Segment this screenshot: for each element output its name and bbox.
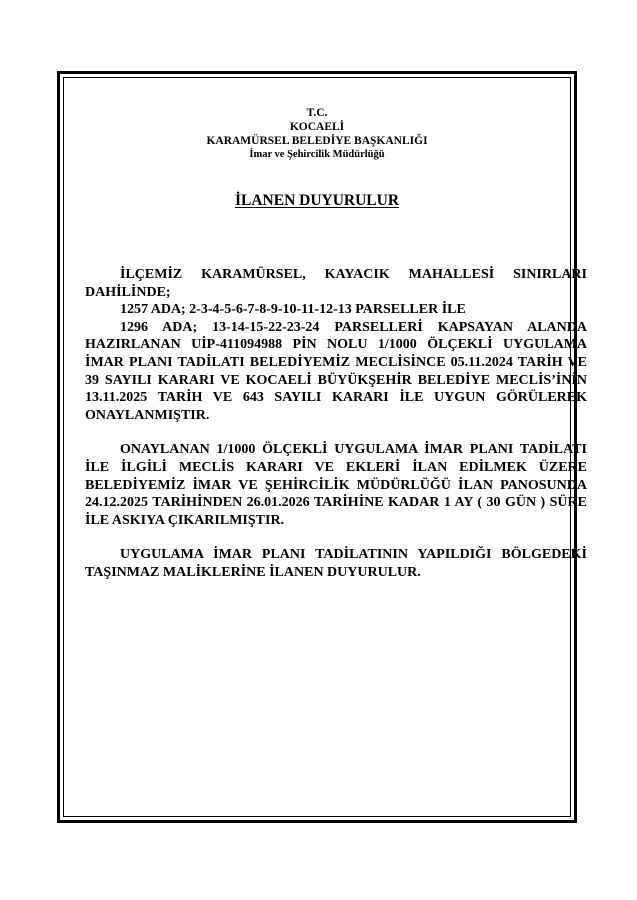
- paragraph-1-line-1: İLÇEMİZ KARAMÜRSEL, KAYACIK MAHALLESİ SINIRLARI DAHİLİNDE;: [85, 267, 587, 300]
- header-department: İmar ve Şehircilik Müdürlüğü: [249, 149, 385, 160]
- header-country: T.C.: [306, 107, 328, 119]
- paragraph-spacer: [85, 424, 587, 441]
- paragraph-3: UYGULAMA İMAR PLANI TADİLATININ YAPILDIĞI BÖLGEDEKİ TAŞINMAZ MALİKLERİNE İLANEN DUYURULUR.: [85, 547, 587, 580]
- paragraph-spacer: [85, 529, 587, 546]
- paragraph-2: ONAYLANAN 1/1000 ÖLÇEKLİ UYGULAMA İMAR PLANI TADİLATI İLE İLGİLİ MECLİS KARARI VE EKLERİ İLAN EDİLMEK ÜZERE BELEDİYEMİZ İMAR VE ŞEHİRCİLİK MÜDÜRLÜĞÜ İLAN PANOSUNDA 24.12.2025 TARİHİNDEN 26.01.2026 TARİHİNE KADAR 1 AY ( 30 GÜN ) SÜRE İLE ASKIYA ÇIKARILMIŞTIR.: [85, 442, 587, 528]
- header-institution: KARAMÜRSEL BELEDİYE BAŞKANLIĞI: [206, 135, 428, 147]
- announcement-title: İLANEN DUYURULUR: [234, 192, 400, 209]
- announcement-body: [85, 266, 587, 582]
- paragraph-1-line-2: 1257 ADA; 2-3-4-5-6-7-8-9-10-11-12-13 PARSELLER İLE: [120, 302, 466, 318]
- paragraph-1-line-3: 1296 ADA; 13-14-15-22-23-24 PARSELLERİ KAPSAYAN ALANDA HAZIRLANAN UİP-411094988 PİN NOLU 1/1000 ÖLÇEKLİ UYGULAMA İMAR PLANI TADİLATI BELEDİYEMİZ MECLİSİNCE 05.11.2024 TARİH VE 39 SAYILI KARARI VE KOCAELİ BÜYÜKŞEHİR BELEDİYE MECLİS’İNİN 13.11.2025 TARİH VE 643 SAYILI KARARI İLE UYGUN GÖRÜLEREK ONAYLANMIŞTIR.: [85, 319, 587, 423]
- header-province: KOCAELİ: [289, 121, 345, 133]
- letterhead: [63, 106, 571, 162]
